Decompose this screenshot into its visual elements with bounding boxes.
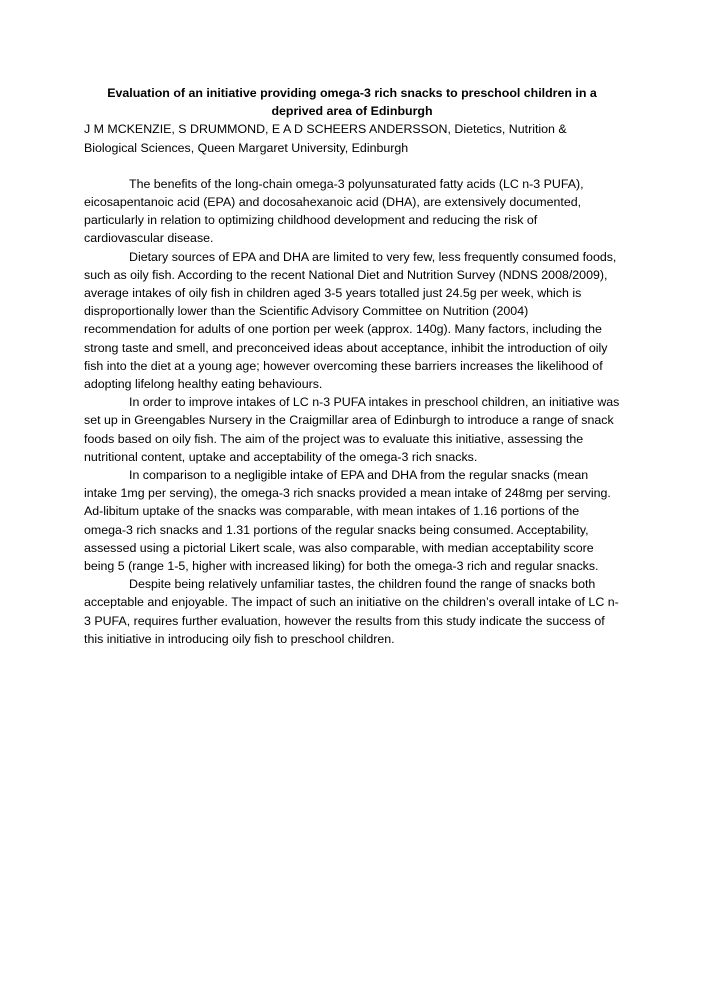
body-paragraph-3: In order to improve intakes of LC n-3 PUFA intakes in preschool children, an initiative was set up in Greengables Nursery in the Craigmillar area of Edinburgh to introduce a range of snack foods based on oily fish. The aim of the project was to evaluate this initiative, assessing the nutritional content, uptake and acceptability of the omega-3 rich snacks. <box>84 395 620 464</box>
body-paragraph-4: In comparison to a negligible intake of EPA and DHA from the regular snacks (mean intake 1mg per serving), the omega-3 rich snacks provided a mean intake of 248mg per serving. Ad-libitum uptake of the snacks was comparable, with mean intakes of 1.16 portions of the omega-3 rich snacks and 1.31 portions of the regular snacks being consumed. Acceptability, assessed using a pictorial Likert scale, was also comparable, with median acceptability score being 5 (range 1-5, higher with increased liking) for both the omega-3 rich and regular snacks. <box>84 468 611 574</box>
document-title: Evaluation of an initiative providing omega-3 rich snacks to preschool children in a deprived area of Edinburgh <box>107 86 597 119</box>
document-page <box>84 84 620 648</box>
body-paragraph-2: Dietary sources of EPA and DHA are limited to very few, less frequently consumed foods, such as oily fish. According to the recent National Diet and Nutrition Survey (NDNS 2008/2009), average intakes of oily fish in children aged 3-5 years totalled just 24.5g per week, which is disproportionally lower than the Scientific Advisory Committee on Nutrition (2004) recommendation for adults of one portion per week (approx. 140g). Many factors, including the strong taste and smell, and preconceived ideas about acceptance, inhibit the introduction of oily fish into the diet at a young age; however overcoming these barriers increases the likelihood of adopting lifelong healthy eating behaviours. <box>84 249 617 392</box>
body-paragraph-1: The benefits of the long-chain omega-3 polyunsaturated fatty acids (LC n-3 PUFA), eicosapentanoic acid (EPA) and docosahexanoic acid (DHA), are extensively documented, particularly in relation to optimizing childhood development and reducing the risk of cardiovascular disease. <box>84 176 584 246</box>
body-paragraph-5: Despite being relatively unfamiliar tastes, the children found the range of snacks both acceptable and enjoyable. The impact of such an initiative on the children’s overall intake of LC n-3 PUFA, requires further evaluation, however the results from this study indicate the success of this initiative in introducing oily fish to preschool children. <box>84 577 619 646</box>
author-affiliations: J M MCKENZIE, S DRUMMOND, E A D SCHEERS ANDERSSON, Dietetics, Nutrition & Biological Sciences, Queen Margaret University, Edinburgh <box>84 122 567 155</box>
